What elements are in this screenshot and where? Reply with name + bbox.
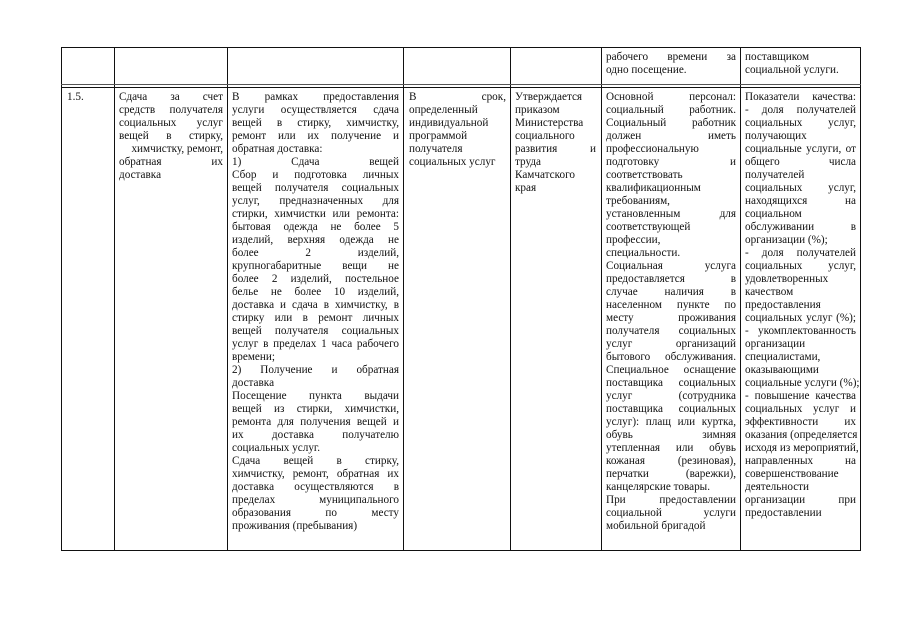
text-line: предоставлении: [745, 507, 822, 519]
text-line: деятельности: [745, 481, 810, 493]
text-line: случае наличия в: [606, 286, 736, 298]
text-line: профессии,: [606, 234, 661, 246]
text-line: социальном: [745, 208, 802, 220]
text-line: подготовку и: [606, 156, 736, 168]
text-line: Социальный работник: [606, 117, 736, 129]
text-line: услуг): плащ или куртка,: [606, 416, 736, 428]
text-line: труда: [515, 156, 542, 168]
text-line: организации: [745, 338, 806, 350]
text-line: социальных услуг и: [745, 403, 856, 415]
text-line: Сбор и подготовка личных: [232, 169, 399, 181]
text-line: химчистку, ремонт, обратная их: [232, 468, 399, 480]
text-line: стирку или в ремонт личных: [232, 312, 399, 324]
text-line: удовлетворенных: [745, 273, 829, 285]
text-line: должен иметь: [606, 130, 736, 142]
text-line: социальных услуг: [409, 156, 496, 168]
text-line: доставка: [232, 377, 275, 389]
text-line: требованиям,: [606, 195, 670, 207]
text-line: социальных услуг: [119, 117, 223, 129]
text-line: - укомплектованность: [745, 325, 856, 337]
text-line: эффективности их: [745, 416, 856, 428]
text-line: поставщиком: [745, 51, 810, 63]
text-line: социальных услуг,: [745, 260, 856, 272]
text-line: вещей получателя социальных: [232, 182, 399, 194]
text-line: одно посещение.: [606, 64, 687, 76]
text-line: организации при: [745, 494, 856, 506]
text-line: приказом: [515, 104, 560, 116]
text-line: Сдача за счет: [119, 91, 223, 103]
text-line: населенном пункте по: [606, 299, 736, 311]
text-line: организации (%);: [745, 234, 828, 246]
text-line: программой: [409, 130, 468, 142]
text-line: качеством: [745, 286, 794, 298]
text-line: вещей из стирки, химчистки,: [232, 403, 399, 415]
text-line: обратная их: [119, 156, 223, 168]
text-line: социальных услуг (%);: [745, 312, 856, 324]
text-line: исходя из мероприятий,: [745, 442, 859, 454]
text-line: месту проживания: [606, 312, 736, 324]
text-line: Социальная услуга: [606, 260, 736, 272]
text-line: социального: [515, 130, 575, 142]
text-line: бытового обслуживания.: [606, 351, 736, 363]
text-line: поставщика социальных: [606, 377, 736, 389]
text-line: оказания (определяется: [745, 429, 858, 441]
text-line: В срок,: [409, 91, 506, 103]
text-line: социальной услуги.: [745, 64, 839, 76]
text-line: образования по месту: [232, 507, 399, 519]
text-line: более 2 изделий, постельное: [232, 273, 399, 285]
text-line: услуг организаций: [606, 338, 736, 350]
text-line: Сдача вещей в стирку,: [232, 455, 399, 467]
text-line: услуг (сотрудника: [606, 390, 736, 402]
text-line: Основной персонал:: [606, 91, 736, 103]
text-line: услуг, предназначенных для: [232, 195, 399, 207]
text-line: направленных на: [745, 455, 856, 467]
text-line: Посещение пункта выдачи: [232, 390, 399, 402]
text-line: находящихся на: [745, 195, 856, 207]
text-line: общего числа: [745, 156, 856, 168]
text-line: изделий, верхняя одежда не: [232, 234, 399, 246]
text-line: рабочего времени за: [606, 51, 736, 63]
text-line: проживания (пребывания): [232, 520, 358, 532]
text-line: вещей получателя социальных: [232, 325, 399, 337]
text-line: социальной услуги: [606, 507, 736, 519]
text-line: более 2 изделий,: [232, 247, 399, 259]
text-line: - повышение качества: [745, 390, 856, 402]
text-line: доставка и сдача в химчистку, в: [232, 299, 399, 311]
text-line: обувь зимняя: [606, 429, 736, 441]
text-line: утепленная или обувь: [606, 442, 736, 454]
text-line: получателя: [409, 143, 463, 155]
text-line: Показатели качества:: [745, 91, 856, 103]
text-line: перчатки (варежки),: [606, 468, 736, 480]
text-line: соответствующей: [606, 221, 691, 233]
text-line: бытовая одежда не более 5: [232, 221, 399, 233]
text-line: вещей в стирку, химчистку,: [232, 117, 399, 129]
text-line: вещей в стирку,: [119, 130, 223, 142]
text-line: получателя социальных: [606, 325, 736, 337]
text-line: доставка осуществляются в: [232, 481, 399, 493]
text-line: - доля получателей: [745, 104, 856, 116]
text-line: индивидуальной: [409, 117, 489, 129]
text-line: 1) Сдача вещей: [232, 156, 399, 168]
text-line: услуги осуществляется сдача: [232, 104, 399, 116]
text-line: развития и: [515, 143, 596, 155]
text-line: их доставка получателю: [232, 429, 399, 441]
text-line: социальные услуги, от: [745, 143, 856, 155]
row-number: 1.5.: [67, 91, 84, 103]
text-line: социальных услуг.: [232, 442, 321, 454]
text-line: профессиональную: [606, 143, 699, 155]
text-line: химчистку, ремонт,: [131, 143, 223, 155]
text-line: Специальное оснащение: [606, 364, 736, 376]
text-line: обратная доставка:: [232, 143, 323, 155]
text-line: 2) Получение и обратная: [232, 364, 399, 376]
text-line: мобильной бригадой: [606, 520, 706, 532]
text-line: доставка: [119, 169, 162, 181]
text-line: совершенствование: [745, 468, 839, 480]
text-line: социальных услуг,: [745, 117, 856, 129]
text-line: получателей: [745, 169, 805, 181]
text-line: предоставляется в: [606, 273, 736, 285]
text-line: канцелярские товары.: [606, 481, 710, 493]
text-line: Министерства: [515, 117, 584, 129]
text-line: Утверждается: [515, 91, 583, 103]
text-line: средств получателя: [119, 104, 223, 116]
text-line: кожаная (резиновая),: [606, 455, 736, 467]
text-line: услуг в пределах 1 часа рабочего: [232, 338, 399, 350]
text-line: крупногабаритные вещи не: [232, 260, 399, 272]
text-line: стирки, химчистки или ремонта:: [232, 208, 399, 220]
text-line: социальные услуги (%);: [745, 377, 860, 389]
text-line: социальный работник.: [606, 104, 736, 116]
text-line: - доля получателей: [745, 247, 856, 259]
text-line: специалистами,: [745, 351, 821, 363]
text-line: При предоставлении: [606, 494, 736, 506]
text-line: белье не более 10 изделий,: [232, 286, 399, 298]
text-line: ремонта для получения вещей и: [232, 416, 399, 428]
text-line: специальности.: [606, 247, 681, 259]
text-line: квалификационным: [606, 182, 701, 194]
text-line: времени;: [232, 351, 275, 363]
text-line: получающих: [745, 130, 807, 142]
text-line: определенный: [409, 104, 478, 116]
text-line: предоставления: [745, 299, 821, 311]
text-line: пределах муниципального: [232, 494, 399, 506]
text-line: В рамках предоставления: [232, 91, 399, 103]
text-line: ремонт или их получение и: [232, 130, 399, 142]
text-line: края: [515, 182, 537, 194]
text-line: оказывающими: [745, 364, 819, 376]
text-line: соответствовать: [606, 169, 683, 181]
text-line: социальных услуг,: [745, 182, 856, 194]
text-line: установленным для: [606, 208, 736, 220]
text-line: Камчатского: [515, 169, 576, 181]
text-line: поставщика социальных: [606, 403, 736, 415]
text-line: обслуживании в: [745, 221, 856, 233]
